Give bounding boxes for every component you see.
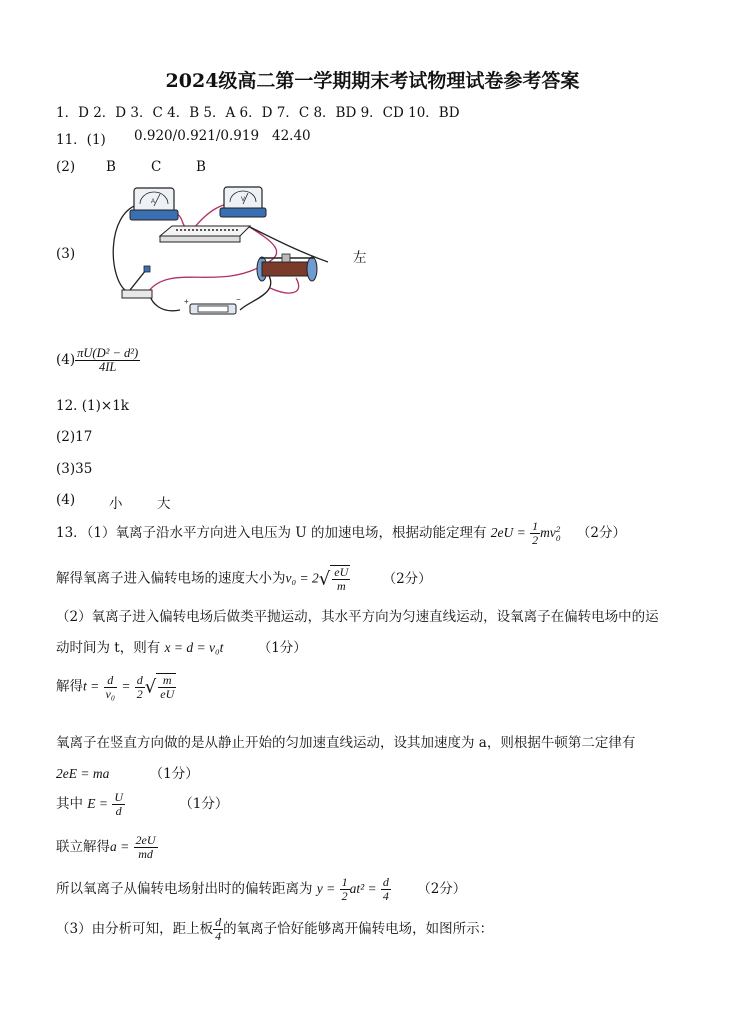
fraction-denominator: 2 — [341, 889, 348, 903]
q13-line-4 — [56, 636, 307, 656]
q13-line-8-fraction — [112, 791, 125, 818]
q11-part2-answer-2: C — [151, 159, 162, 175]
q13-line-3: （2）氧离子进入偏转电场后做类平抛运动，其水平方向为匀速直线运动，设氧离子在偏转电场中的运 — [56, 609, 659, 625]
q13-line-11-pre: （3）由分析可知，距上板 — [56, 921, 214, 937]
q13-line-4-text: 动时间为 t，则有 — [56, 640, 161, 656]
q13-line-11 — [56, 916, 493, 943]
fraction-numerator: d — [382, 875, 389, 889]
resistance-wire-board — [160, 226, 250, 242]
q12-part1: 12. (1)×1k — [56, 398, 129, 414]
q13-line-2-eq: v₀ = 2 — [285, 570, 319, 586]
q13-line-8 — [56, 791, 228, 818]
q12-part2: (2)17 — [56, 429, 93, 445]
q13-line-4-score: （1分） — [257, 640, 307, 656]
fraction-denominator: v₀ — [105, 686, 116, 701]
battery-plus-label: + — [184, 297, 189, 306]
q11-part1-answer-b: 42.40 — [272, 128, 311, 144]
q13-line-1 — [56, 520, 626, 547]
fraction-numerator: 1 — [341, 875, 348, 889]
wire — [240, 274, 271, 310]
wire — [270, 278, 299, 293]
q11-part4-numerator: πU(D² − d²) — [77, 346, 139, 360]
q13-line-11-fraction — [213, 916, 223, 943]
fraction-numerator: d — [136, 672, 143, 687]
q13-line-1-text: 13．（1）氧离子沿水平方向进入电压为 U 的加速电场，根据动能定理有 — [56, 525, 487, 541]
q13-line-2-text: 解得氧离子进入偏转电场的速度大小为 — [56, 570, 286, 587]
voltmeter — [220, 187, 266, 217]
q13-line-10-fraction-1 — [340, 876, 350, 903]
q13-line-9-eq-left: a = — [110, 839, 130, 854]
q13-line-2-root-fraction — [332, 566, 350, 593]
q13-line-5-eq-left: t = — [83, 678, 100, 694]
ammeter — [130, 188, 178, 220]
fraction-denominator: 4 — [382, 889, 389, 903]
q13-line-8-eq-left: E = — [87, 796, 109, 811]
q13-line-1-fraction — [530, 520, 540, 547]
mc-answers: 1．D 2．D 3．C 4．B 5．A 6．D 7．C 8．BD 9．CD 10．BD — [56, 105, 460, 121]
q13-line-10-fraction-2 — [381, 876, 391, 903]
fraction-numerator: 1 — [532, 519, 539, 533]
q13-line-6: 氧离子在竖直方向做的是从静止开始的匀加速直线运动，设其加速度为 a，则根据牛顿第二定律有 — [56, 735, 636, 751]
q13-line-2-score: （2分） — [382, 570, 432, 587]
q13-line-5-fraction-2 — [135, 674, 145, 701]
q13-line-8-score: （1分） — [179, 796, 229, 812]
q11-part2-answer-1: B — [106, 159, 116, 175]
q12-part3: (3)35 — [56, 461, 93, 477]
q13-line-4-eq: x = d = v₀t — [164, 640, 224, 655]
ammeter-label: A — [151, 199, 156, 205]
fraction-numerator: 2eU — [135, 833, 156, 847]
q11-part4-label: (4) — [56, 352, 76, 368]
q13-line-1-eq-left: 2eU = — [490, 525, 526, 540]
q13-line-5-root-fraction — [158, 674, 176, 701]
q11-part3-label: (3) — [56, 246, 76, 262]
q12-part4-label: (4) — [56, 492, 76, 508]
fraction-denominator: d — [115, 804, 122, 818]
q12-part4-answer-1: 小 — [109, 496, 123, 512]
q11-part2-answer-3: B — [196, 159, 206, 175]
battery-minus-label: − — [236, 295, 241, 304]
q11-part1-label: 11．(1) — [56, 132, 106, 148]
q13-line-5-text: 解得 — [56, 678, 83, 695]
q13-line-7 — [56, 762, 199, 782]
q11-part4-fraction — [75, 347, 140, 374]
q11-part3-answer: 左 — [353, 250, 367, 266]
fraction-denominator: m — [336, 579, 346, 593]
fraction-denominator: md — [138, 847, 153, 861]
q13-line-11-post: 的氧离子恰好能够离开偏转电场，如图所示： — [223, 921, 494, 937]
q11-part2-label: (2) — [56, 159, 76, 175]
fraction-numerator: eU — [334, 565, 349, 579]
q13-line-10-eq-left: y = — [316, 881, 336, 896]
q13-line-10-text: 所以氧离子从偏转电场射出时的偏转距离为 — [56, 881, 313, 897]
q13-line-1-subscript: 0 — [555, 533, 561, 543]
q11-part4 — [56, 347, 140, 374]
page-title: 2024级高二第一学期期末考试物理试卷参考答案 — [165, 70, 580, 92]
q12-part4-answer-2: 大 — [157, 496, 171, 512]
q13-line-2: 解得氧离子进入偏转电场的速度大小为v₀ = 2√ $\frac{eU}{m}$ （2分） — [56, 565, 432, 593]
q13-line-5-eq-mid: = — [121, 678, 131, 694]
fraction-numerator: U — [114, 790, 123, 804]
switch — [122, 266, 152, 298]
rheostat — [257, 254, 317, 281]
voltmeter-label: V — [241, 197, 246, 203]
fraction-numerator: m — [158, 674, 176, 688]
wire — [150, 296, 180, 311]
q13-line-9-fraction — [134, 834, 158, 861]
q13-line-7-score: （1分） — [149, 766, 199, 782]
q13-line-5-fraction-1 — [104, 674, 118, 701]
circuit-diagram — [100, 182, 340, 322]
fraction-numerator: d — [104, 674, 118, 688]
q13-line-8-text: 其中 — [56, 796, 83, 812]
q13-line-9 — [56, 834, 158, 861]
q13-line-1-score: （2分） — [576, 525, 626, 541]
battery — [184, 295, 241, 314]
fraction-denominator: 4 — [215, 929, 222, 943]
fraction-denominator: eU — [160, 687, 175, 701]
q13-line-7-eq: 2eE = ma — [56, 766, 110, 781]
fraction-denominator: 2 — [532, 533, 539, 547]
q13-line-10-eq-mid: at² = — [349, 881, 377, 896]
q13-line-10-score: （2分） — [417, 881, 467, 897]
q13-line-9-text: 联立解得 — [56, 839, 110, 855]
q11-part1-answer-a: 0.920/0.921/0.919 — [134, 128, 260, 144]
q13-line-10 — [56, 876, 466, 903]
q13-line-1-eq-right: mv — [540, 525, 556, 540]
q13-line-1-superscript: 2 — [555, 524, 561, 534]
q11-part4-denominator: 4IL — [98, 360, 117, 374]
fraction-numerator: d — [215, 915, 222, 929]
fraction-denominator: 2 — [136, 686, 143, 701]
q13-line-5: 解得t = $\frac{d}{\text{v₀}}$ = $\frac{d}{2}$ √ $\frac{m}{eU}$ — [56, 672, 175, 701]
